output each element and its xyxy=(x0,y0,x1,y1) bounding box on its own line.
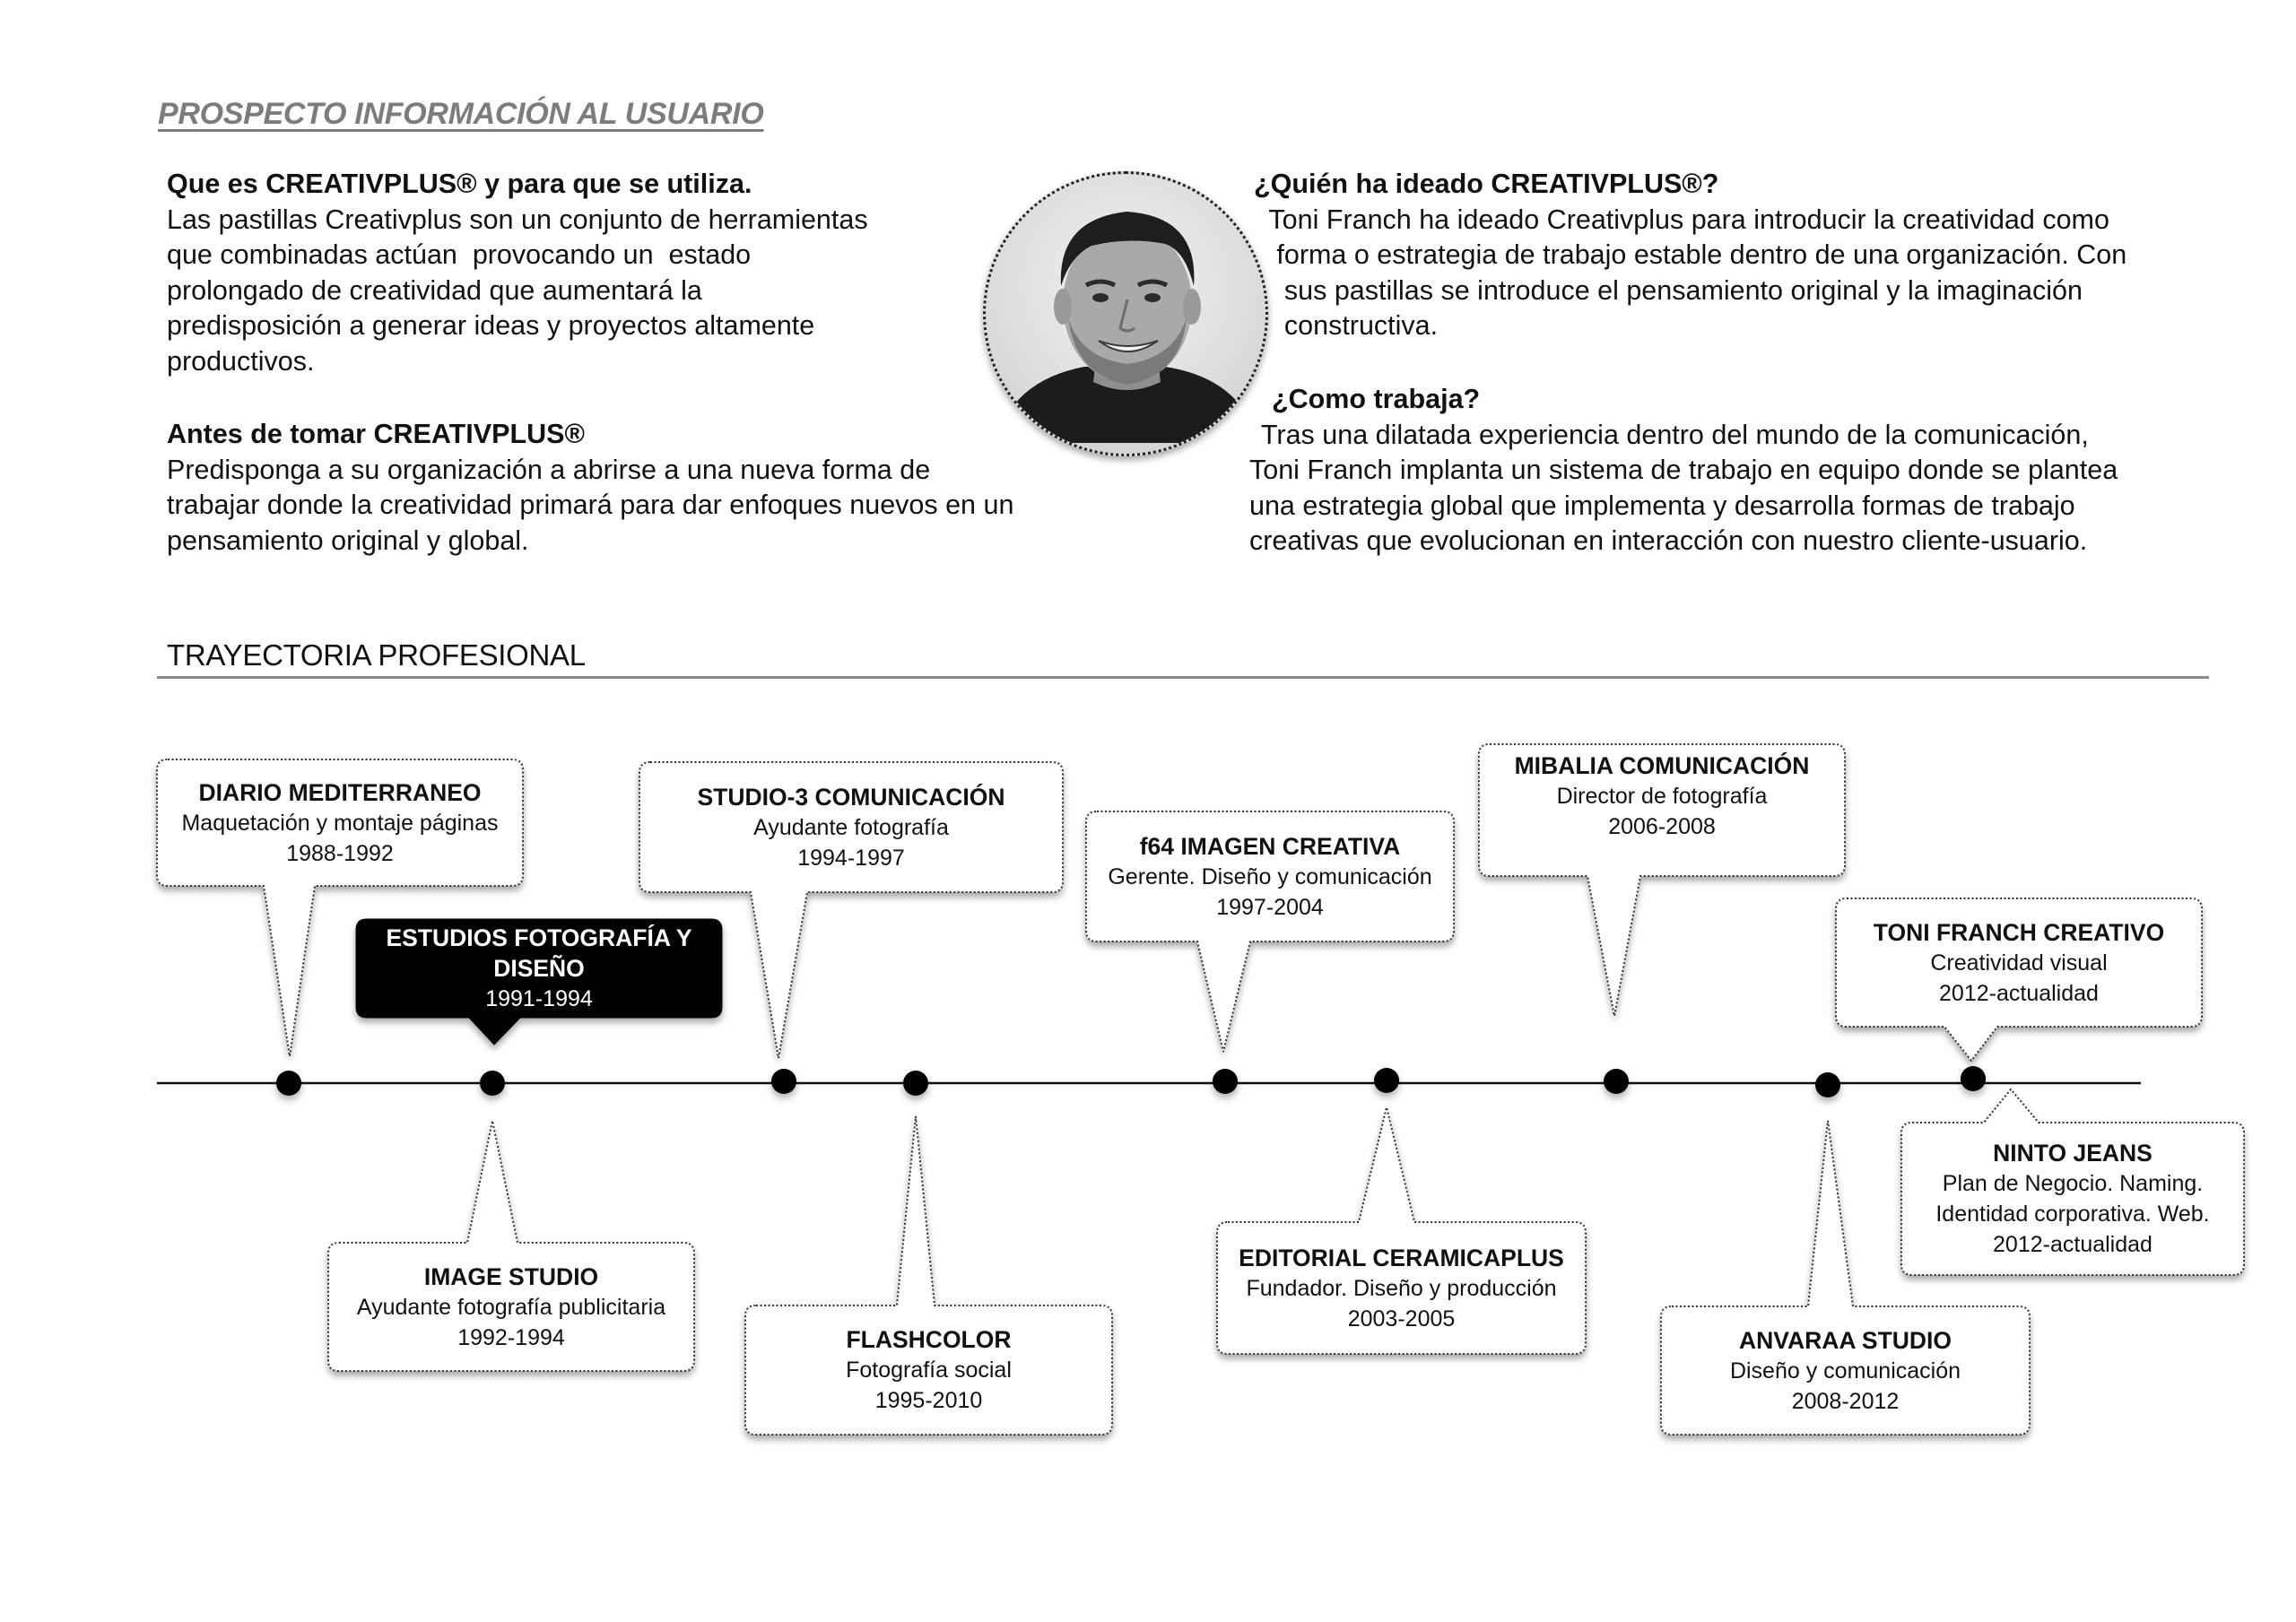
entry-years: 1988-1992 xyxy=(286,840,394,866)
paragraph-line: una estrategia global que implementa y desarrolla formas de trabajo xyxy=(1249,490,2075,521)
paragraph-line: trabajar donde la creatividad primará para dar enfoques nuevos en un xyxy=(167,490,1014,520)
paragraph-line: predisposición a generar ideas y proyectos altamente xyxy=(167,310,815,341)
timeline-dot xyxy=(1374,1068,1399,1093)
entry-role: Ayudante fotografía xyxy=(753,814,949,840)
paragraph-line: creativas que evolucionan en interacción con nuestro cliente-usuario. xyxy=(1249,525,2088,556)
entry-company: ESTUDIOS FOTOGRAFÍA Y xyxy=(386,924,692,951)
paragraph-line: Las pastillas Creativplus son un conjunto de herramientas xyxy=(167,204,868,235)
entry-role: Director de fotografía xyxy=(1556,783,1768,809)
entry-years: 1991-1994 xyxy=(485,986,593,1011)
entry-company: FLASHCOLOR xyxy=(846,1326,1012,1353)
paragraph-line: prolongado de creatividad que aumentará la xyxy=(167,274,702,306)
timeline-dot xyxy=(480,1071,505,1096)
entry-company: MIBALIA COMUNICACIÓN xyxy=(1514,751,1810,779)
entry-company: EDITORIAL CERAMICAPLUS xyxy=(1239,1244,1564,1271)
entry-role-line2: Identidad corporativa. Web. xyxy=(1935,1201,2210,1227)
entry-years: 2012-actualidad xyxy=(1939,980,2099,1006)
entry-ninto-jeans xyxy=(1901,1123,2244,1275)
entry-company: STUDIO-3 COMUNICACIÓN xyxy=(697,783,1005,811)
entry-mibalia xyxy=(1479,744,1845,847)
entry-company: IMAGE STUDIO xyxy=(423,1262,599,1290)
timeline-dot xyxy=(1961,1066,1986,1091)
entry-toni-franch-creativo xyxy=(1836,898,2202,1027)
entry-company-line2: DISEÑO xyxy=(493,955,585,982)
timeline-dot xyxy=(903,1071,928,1096)
paragraph-line: productivos. xyxy=(167,345,315,377)
paragraph-line: Toni Franch ha ideado Creativplus para introducir la creatividad como xyxy=(1254,204,2109,235)
entry-years: 2008-2012 xyxy=(1791,1388,1900,1414)
paragraph-line: constructiva. xyxy=(1254,310,1439,341)
entry-diario-mediterraneo xyxy=(157,759,523,886)
entry-years: 1995-2010 xyxy=(874,1388,983,1413)
entry-company: f64 IMAGEN CREATIVA xyxy=(1139,832,1401,860)
entry-company: DIARIO MEDITERRANEO xyxy=(198,778,482,806)
timeline-dot xyxy=(771,1069,796,1094)
entry-years: 1997-2004 xyxy=(1216,894,1324,920)
entry-f64 xyxy=(1086,811,1454,941)
page-title: PROSPECTO INFORMACIÓN AL USUARIO xyxy=(158,97,764,131)
section-heading: Antes de tomar CREATIVPLUS® xyxy=(167,419,585,449)
paragraph-line: Predisponga a su organización a abrirse a una nueva forma de xyxy=(167,454,931,485)
entry-role: Gerente. Diseño y comunicación xyxy=(1108,863,1432,889)
entry-role: Ayudante fotografía publicitaria xyxy=(356,1294,666,1320)
entry-years: 2006-2008 xyxy=(1608,813,1716,839)
timeline-dot xyxy=(1213,1069,1238,1094)
entry-role: Creatividad visual xyxy=(1930,950,2108,976)
entry-company: ANVARAA STUDIO xyxy=(1738,1326,1952,1354)
paragraph-line: Tras una dilatada experiencia dentro del mundo de la comunicación, xyxy=(1254,419,2089,450)
entry-role: Fundador. Diseño y producción xyxy=(1246,1275,1557,1301)
timeline-dots xyxy=(276,1066,1986,1097)
entry-anvaraa-studio xyxy=(1661,1306,2030,1435)
entry-role: Fotografía social xyxy=(846,1357,1012,1383)
paragraph-line: Toni Franch implanta un sistema de trabajo en equipo donde se plantea xyxy=(1249,455,2118,485)
trajectory-title: TRAYECTORIA PROFESIONAL xyxy=(167,638,586,672)
section-heading: ¿Quién ha ideado CREATIVPLUS®? xyxy=(1254,169,1719,199)
section-heading: Que es CREATIVPLUS® y para que se utiliza. xyxy=(167,169,752,199)
entry-role: Maquetación y montaje páginas xyxy=(181,810,499,836)
entry-years: 2003-2005 xyxy=(1347,1305,1456,1331)
entry-years: 2012-actualidad xyxy=(1993,1232,2152,1257)
paragraph-line: pensamiento original y global. xyxy=(167,525,529,556)
entry-company: TONI FRANCH CREATIVO xyxy=(1873,918,2165,946)
timeline-dot xyxy=(276,1071,301,1096)
entry-company: NINTO JEANS xyxy=(1993,1140,2152,1167)
entry-studio-3 xyxy=(639,762,1063,892)
entry-role: Diseño y comunicación xyxy=(1729,1357,1961,1383)
paragraph-line: forma o estrategia de trabajo estable dentro de una organización. Con xyxy=(1254,239,2127,270)
paragraph-line: que combinadas actúan provocando un estado xyxy=(167,239,752,270)
timeline-dot xyxy=(1815,1072,1840,1097)
entry-years: 1992-1994 xyxy=(457,1324,565,1350)
timeline-dot xyxy=(1604,1069,1629,1094)
entry-flashcolor xyxy=(745,1305,1112,1435)
entry-estudios-fotografia xyxy=(356,919,722,1018)
entry-image-studio xyxy=(328,1243,694,1371)
entry-role: Plan de Negocio. Naming. xyxy=(1942,1171,2204,1196)
entry-years: 1994-1997 xyxy=(797,845,905,871)
entry-editorial-ceramicaplus xyxy=(1217,1222,1586,1354)
section-heading: ¿Como trabaja? xyxy=(1272,384,1481,414)
paragraph-line: sus pastillas se introduce el pensamiento original y la imaginación xyxy=(1254,274,2083,306)
